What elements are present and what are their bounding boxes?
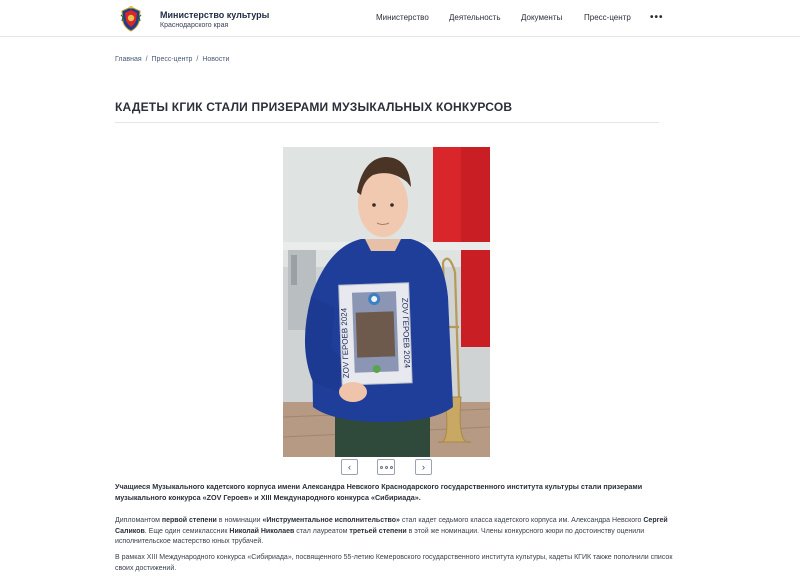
- nav-activity[interactable]: Деятельность: [449, 13, 501, 22]
- more-menu-icon[interactable]: •••: [650, 12, 664, 23]
- bold-text: Николай Николаев: [229, 527, 295, 535]
- nav-documents[interactable]: Документы: [521, 13, 563, 22]
- nav-press-center[interactable]: Пресс-центр: [584, 13, 631, 22]
- dot-icon: [380, 466, 383, 469]
- slider-gallery-button[interactable]: [377, 459, 395, 475]
- dot-icon: [385, 466, 388, 469]
- breadcrumb-home[interactable]: Главная: [115, 56, 142, 63]
- bold-text: Сергей Саликов: [115, 517, 668, 535]
- text: . Еще один семиклассник: [144, 527, 230, 535]
- article-paragraph-1: [115, 516, 675, 548]
- text: стал лауреатом: [294, 527, 350, 535]
- diploma-text-right: ZOV ГЕРОЕВ 2024: [400, 297, 412, 369]
- dot-icon: [390, 466, 393, 469]
- slider-prev-button[interactable]: ‹: [341, 459, 358, 475]
- title-divider: [115, 122, 659, 123]
- slider-next-button[interactable]: ›: [415, 459, 432, 475]
- article-paragraph-2: В рамках XIII Международного конкурса «Сибириада», посвященного 55-летию Кемеровского государственного института культуры, кадеты КГИК также пополнили список своих достижений.: [115, 554, 673, 572]
- breadcrumb-separator: /: [196, 56, 199, 63]
- bold-text: первой степени: [161, 517, 217, 524]
- bold-text: третьей степени: [349, 527, 407, 535]
- nav-ministry[interactable]: Министерство: [376, 13, 429, 22]
- text: стал кадет седьмого класса кадетского корпуса им. Александра Невского: [399, 517, 644, 524]
- breadcrumb-news[interactable]: Новости: [202, 56, 230, 63]
- article-photo[interactable]: [283, 147, 490, 457]
- site-header: [0, 0, 800, 37]
- breadcrumb-press-center[interactable]: Пресс-центр: [151, 56, 193, 63]
- text: Дипломантом: [115, 517, 162, 524]
- coat-of-arms-logo[interactable]: [119, 5, 143, 32]
- breadcrumb-separator: /: [145, 56, 148, 63]
- brand[interactable]: [160, 10, 269, 30]
- page-title: КАДЕТЫ КГИК СТАЛИ ПРИЗЕРАМИ МУЗЫКАЛЬНЫХ КОНКУРСОВ: [115, 100, 513, 114]
- brand-title: Министерство культуры: [160, 10, 270, 20]
- text: в этой же номинации. Члены конкурсного жюри по достоинству оценили исполнительское мастерство юных трубачей.: [115, 527, 645, 545]
- breadcrumb: [115, 56, 229, 63]
- brand-subtitle: Краснодарского края: [160, 22, 229, 29]
- article-lead: Учащиеся Музыкального кадетского корпуса имени Александра Невского Краснодарского государственного института культуры стали призерами музыкального конкурса «ZOV Героев» и XIII Международного конкурса «Сибириада».: [115, 482, 643, 502]
- text: в номинации: [216, 517, 263, 524]
- bold-text: «Инструментальное исполнительство»: [262, 517, 400, 524]
- diploma-text-left: ZOV ГЕРОЕВ 2024: [339, 307, 351, 379]
